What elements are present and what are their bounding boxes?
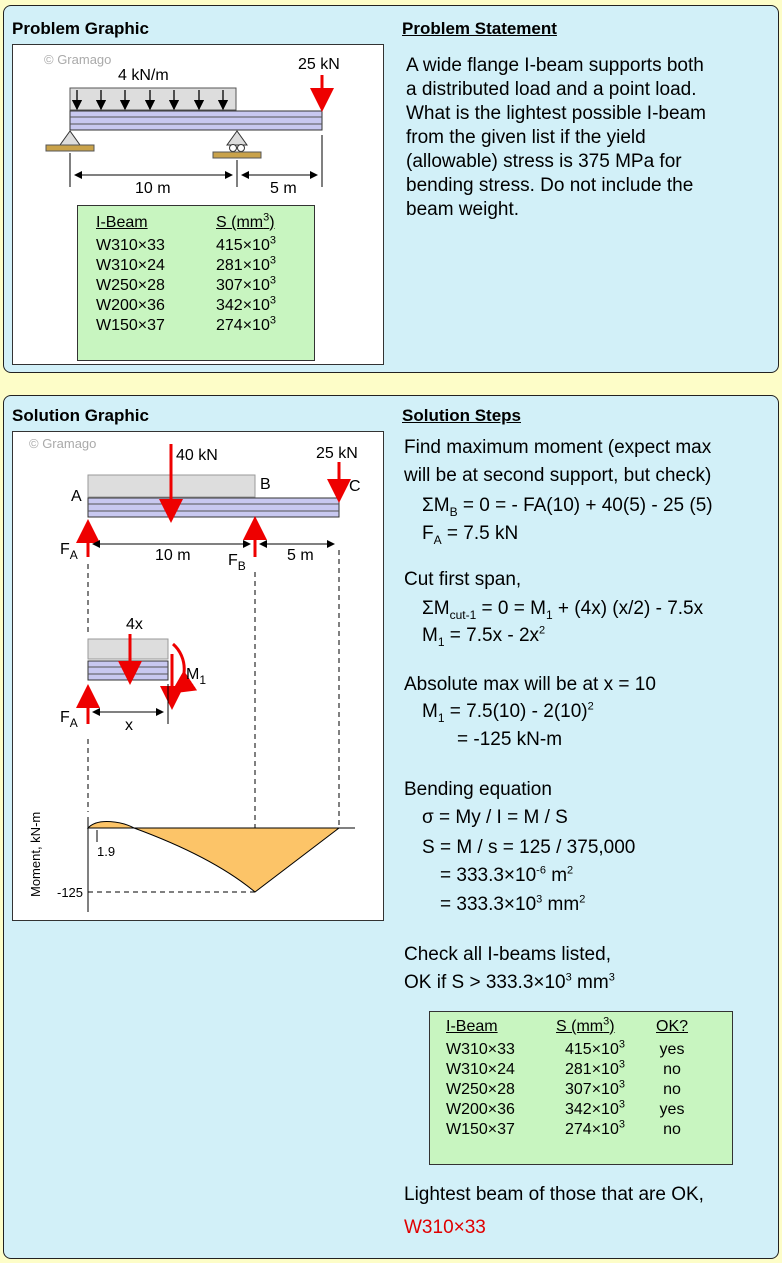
table-row: W200×36 $342\times 10^3$ yes: [446, 1098, 685, 1118]
problem-graphic-heading: Problem Graphic: [12, 19, 149, 38]
cut-fa-label: $F_A$: [60, 709, 78, 730]
table-row: W150×37 $274\times 10^3$ no: [446, 1118, 681, 1138]
problem-statement-heading: Problem Statement: [402, 19, 557, 38]
table-row: W310×33 $415\times 10^3$ yes: [446, 1038, 685, 1058]
x-label: x: [125, 717, 133, 734]
point-b-label: B: [260, 476, 271, 493]
max-moment-label: -125: [57, 885, 84, 900]
table-row: W310×24 $281\times 10^3$ no: [446, 1058, 681, 1078]
roller-support: [213, 131, 261, 158]
moment-axis-label: Moment, kN-m: [28, 811, 43, 897]
problem-statement: A wide flange I-beam supports both a distributed load and a point load. What is the lightest possible I-beam from the given list if the yield (allowable) stress is 375 MPa for bending stress. Do not include the beam weight.: [406, 55, 706, 220]
cut-beam: [88, 661, 168, 680]
span1-label: 10 m: [155, 547, 191, 564]
step-line: will be at second support, but check): [404, 465, 712, 486]
span2-label: 5 m: [270, 180, 297, 197]
table-row: W310×33 $415\times 10^3$: [96, 234, 276, 254]
watermark: © Gramago: [29, 436, 97, 451]
problem-beam-table: [77, 205, 315, 361]
step-line: $\Sigma M_{cut-1} = 0 = M_1 + (4x)$ (x/2) - 7.5x: [422, 598, 704, 622]
step-line: OK if $S > 333.3\times 10^3$ $mm^3$: [404, 971, 615, 993]
solution-graphic: [12, 431, 384, 921]
zero-moment-label: 1.9: [97, 844, 116, 859]
step-line: Absolute max will be at x = 10: [404, 674, 656, 695]
step-line: Bending equation: [404, 779, 552, 800]
fa-label: $F_A$: [60, 541, 78, 562]
step-line: = $333.3\times 10^3$ $mm^2$: [440, 893, 586, 915]
span2-label: 5 m: [287, 547, 314, 564]
distributed-load-block: [70, 88, 236, 110]
step-line: $M_1 = 7.5(10) - 2(10)^2$: [422, 700, 594, 725]
load-25-label: 25 kN: [316, 445, 358, 462]
span1-label: 10 m: [135, 180, 171, 197]
step-line: $M_1 = 7.5x - 2x^2$: [422, 624, 546, 649]
table-row: W250×28 $307\times 10^3$: [96, 274, 276, 294]
problem-panel: [3, 5, 779, 373]
table-row: W250×28 $307\times 10^3$ no: [446, 1078, 681, 1098]
problem-graphic: [12, 44, 384, 365]
col-ibeam: I-Beam: [446, 1018, 498, 1035]
step-line: S = M / s = 125 / 375,000: [422, 837, 636, 858]
step-line: Cut first span,: [404, 569, 522, 590]
table-row: W200×36 $342\times 10^3$: [96, 294, 276, 314]
cut-load-block: [88, 639, 168, 659]
point-load-label: 25 kN: [298, 56, 340, 73]
fb-label: $F_B$: [228, 552, 246, 573]
step-line: $\Sigma M_B = 0$ = - FA(10) + 40(5) - 25 (5): [422, 495, 713, 519]
m1-label: $M_1$: [186, 666, 207, 687]
moment-diagram-area: [88, 821, 339, 892]
pin-support: [46, 131, 94, 151]
col-s: S $(mm^3)$: [556, 1015, 615, 1035]
solution-beam-table: [429, 1011, 733, 1165]
table-row: W310×24 $281\times 10^3$: [96, 254, 276, 274]
table-row: W150×37 $274\times 10^3$: [96, 314, 276, 334]
step-line: Find maximum moment (expect max: [404, 437, 712, 458]
step-line: Check all I-beams listed,: [404, 944, 611, 965]
solution-panel: [3, 395, 779, 1259]
solution-graphic-heading: Solution Graphic: [12, 406, 149, 425]
load-40-label: 40 kN: [176, 447, 218, 464]
col-ibeam: I-Beam: [96, 214, 148, 231]
solution-diagram: [13, 432, 383, 920]
step-line: Lightest beam of those that are OK,: [404, 1184, 704, 1205]
step-line: = -125 kN-m: [457, 729, 563, 750]
step-line: = $333.3\times 10^{-6}$ $m^2$: [440, 864, 574, 886]
load-4x-label: 4x: [126, 616, 143, 633]
distributed-load-label: 4 kN/m: [118, 67, 169, 84]
watermark: © Gramago: [44, 52, 112, 67]
moment-m1-arrow: [173, 644, 184, 692]
fbd-beam: [88, 498, 339, 517]
beam: [70, 111, 322, 130]
answer: W310×33: [404, 1217, 486, 1238]
point-a-label: A: [71, 488, 82, 505]
col-ok: OK?: [656, 1018, 689, 1035]
col-s: S $(mm^3)$: [216, 211, 275, 231]
step-line: $F_A = 7.5$ kN: [422, 523, 519, 547]
point-c-label: C: [349, 478, 361, 495]
solution-steps-heading: Solution Steps: [402, 406, 521, 425]
step-line: σ = My / I = M / S: [422, 807, 568, 828]
